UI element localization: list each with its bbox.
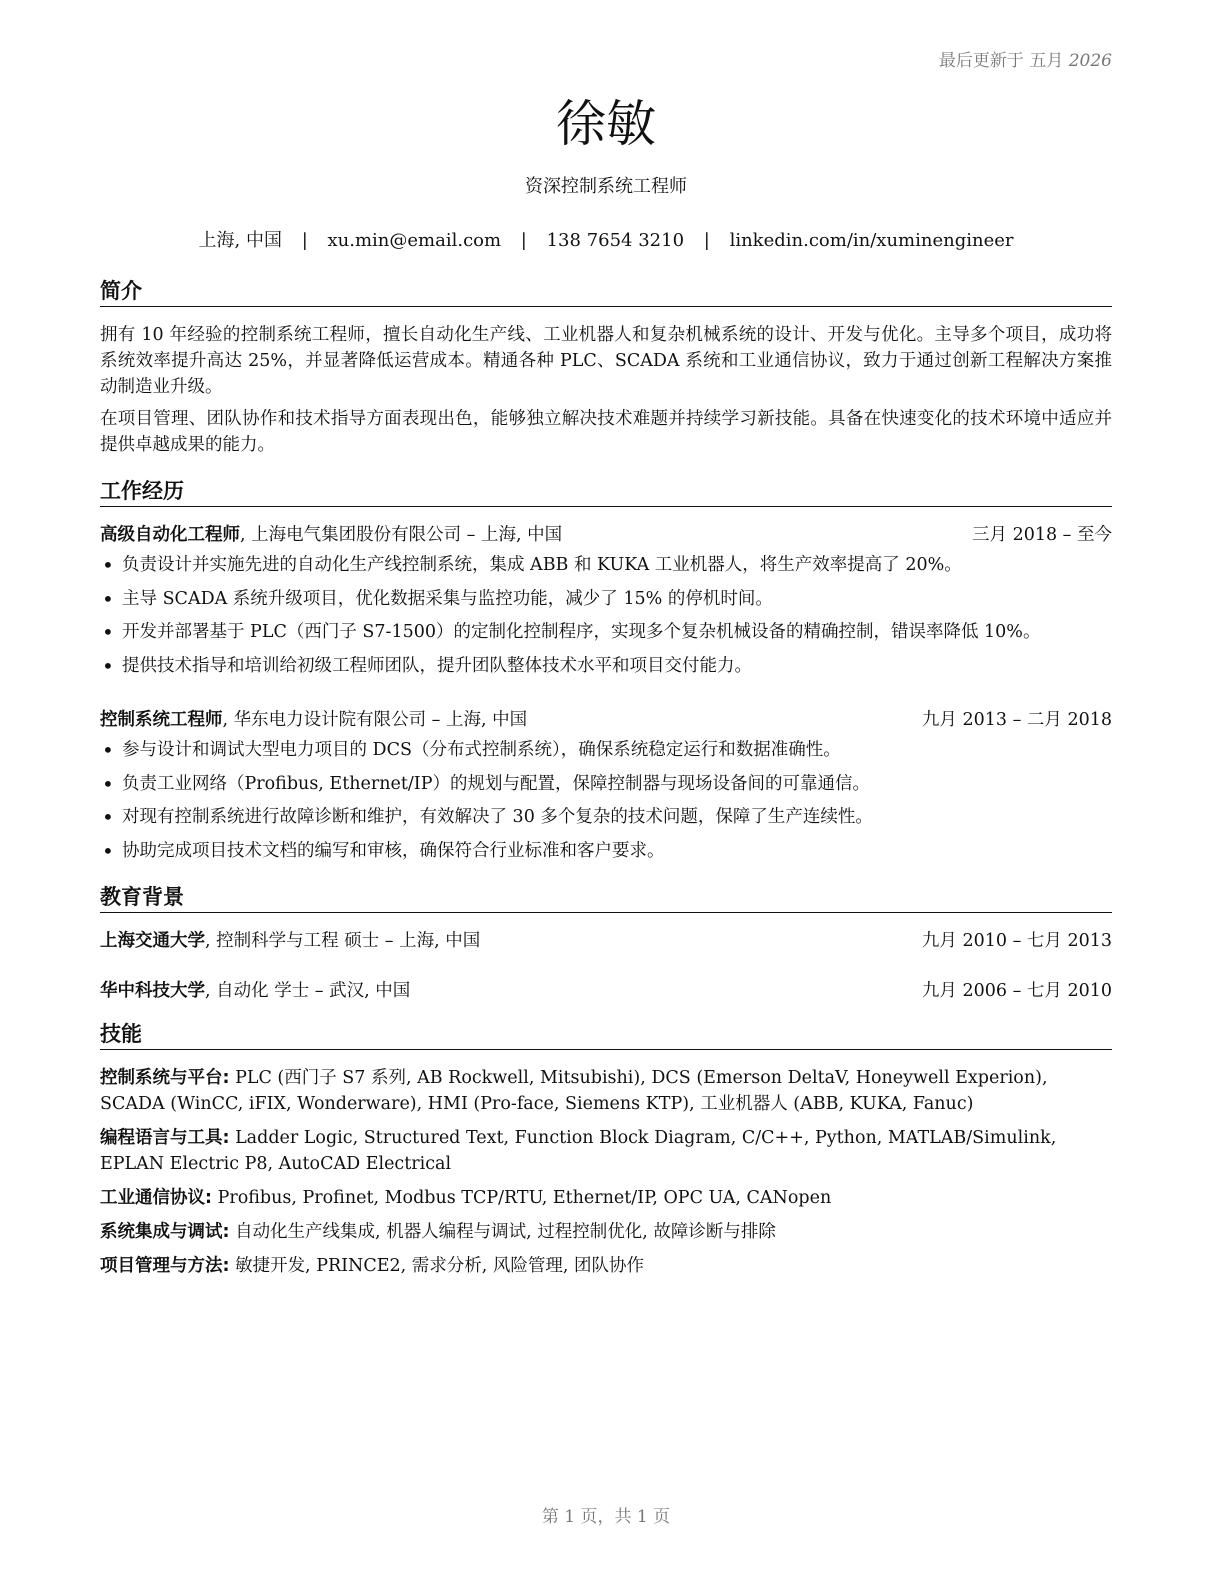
last-updated-year: 2026 <box>1068 51 1112 71</box>
job-bullet: • 协助完成项目技术文档的编写和审核，确保符合行业标准和客户要求。 <box>100 838 1112 864</box>
job-bullets <box>100 552 1112 679</box>
job-entry <box>100 522 1112 679</box>
skill-value: Ladder Logic, Structured Text, Function Block Diagram, C/C++, Python, MATLAB/Simulink, EPLAN Electric P8, AutoCAD Electrical <box>100 1128 1057 1174</box>
education-dates: 九月 2006 – 七月 2010 <box>921 981 1112 1001</box>
job-bullet: • 提供技术指导和培训给初级工程师团队，提升团队整体技术水平和项目交付能力。 <box>100 653 1112 679</box>
job-title-line <box>100 707 527 733</box>
summary-paragraph: 在项目管理、团队协作和技术指导方面表现出色，能够独立解决技术难题并持续学习新技能。具备在快速变化的技术环境中适应并提供卓越成果的能力。 <box>100 409 1112 455</box>
job-role: 控制系统工程师 <box>100 710 223 730</box>
contact-separator: | <box>520 230 527 251</box>
education-section-2 <box>100 978 1112 1004</box>
contact-email[interactable]: xu.min@email.com <box>327 230 502 251</box>
education-school: 华中科技大学 <box>100 981 205 1001</box>
skill-row <box>100 1219 1112 1245</box>
job-title-line <box>100 522 562 548</box>
experience-section-2 <box>100 707 1112 871</box>
job-dates: 三月 2018 – 至今 <box>972 525 1112 545</box>
resume-page <box>100 0 1112 1584</box>
candidate-name: 徐敏 <box>556 95 656 153</box>
skill-value: Profibus, Profinet, Modbus TCP/RTU, Ethernet/IP, OPC UA, CANopen <box>212 1188 832 1208</box>
section-title-education: 教育背景 <box>100 884 1112 913</box>
job-entry <box>100 707 1112 864</box>
contact-separator: | <box>703 230 710 251</box>
education-entry <box>100 928 1112 954</box>
education-detail: , 自动化 学士 – 武汉, 中国 <box>205 981 411 1001</box>
skill-label: 系统集成与调试: <box>100 1222 230 1242</box>
experience-section <box>100 522 1112 686</box>
job-dates: 九月 2013 – 二月 2018 <box>921 710 1112 730</box>
job-role: 高级自动化工程师 <box>100 525 240 545</box>
job-bullet: • 负责工业网络（Profibus, Ethernet/IP）的规划与配置，保障控制器与现场设备间的可靠通信。 <box>100 771 1112 797</box>
job-org: , 上海电气集团股份有限公司 – 上海, 中国 <box>240 525 563 545</box>
education-dates: 九月 2010 – 七月 2013 <box>921 931 1112 951</box>
job-org: , 华东电力设计院有限公司 – 上海, 中国 <box>222 710 528 730</box>
candidate-headline: 资深控制系统工程师 <box>525 176 687 197</box>
contact-phone[interactable]: 138 7654 3210 <box>546 230 685 251</box>
job-bullet: • 主导 SCADA 系统升级项目，优化数据采集与监控功能，减少了 15% 的停机时间。 <box>100 586 1112 612</box>
job-bullet: • 参与设计和调试大型电力项目的 DCS（分布式控制系统），确保系统稳定运行和数据准确性。 <box>100 737 1112 763</box>
skill-value: PLC (西门子 S7 系列, AB Rockwell, Mitsubishi), DCS (Emerson DeltaV, Honeywell Experion), SCADA (WinCC, iFIX, Wonderware), HMI (Pro-face, Siemens KTP), 工业机器人 (ABB, KUKA, Fanuc) <box>100 1068 1048 1114</box>
skill-value: 敏捷开发, PRINCE2, 需求分析, 风险管理, 团队协作 <box>229 1256 645 1276</box>
job-header <box>100 707 1112 733</box>
skill-row <box>100 1065 1112 1117</box>
last-updated <box>939 46 1112 71</box>
education-section <box>100 928 1112 954</box>
skill-label: 项目管理与方法: <box>100 1256 230 1276</box>
contact-linkedin[interactable]: linkedin.com/in/xuminengineer <box>729 230 1014 251</box>
skill-label: 控制系统与平台: <box>100 1068 230 1088</box>
section-title-skills: 技能 <box>100 1021 1112 1050</box>
job-bullets <box>100 737 1112 864</box>
skill-row <box>100 1253 1112 1279</box>
job-bullet: • 负责设计并实施先进的自动化生产线控制系统，集成 ABB 和 KUKA 工业机器人，将生产效率提高了 20%。 <box>100 552 1112 578</box>
last-updated-label: 最后更新于 五月 <box>938 51 1064 71</box>
job-bullet: • 对现有控制系统进行故障诊断和维护，有效解决了 30 多个复杂的技术问题，保障了生产连续性。 <box>100 804 1112 830</box>
job-bullet: • 开发并部署基于 PLC（西门子 S7-1500）的定制化控制程序，实现多个复杂机械设备的精确控制，错误率降低 10%。 <box>100 619 1112 645</box>
job-header <box>100 522 1112 548</box>
education-title-line <box>100 928 480 954</box>
summary-section <box>100 322 1112 464</box>
education-school: 上海交通大学 <box>100 931 205 951</box>
summary-paragraph: 拥有 10 年经验的控制系统工程师，擅长自动化生产线、工业机器人和复杂机械系统的设计、开发与优化。主导多个项目，成功将系统效率提升高达 25%，并显著降低运营成本。精通各种 PLC、SCADA 系统和工业通信协议，致力于通过创新工程解决方案推动制造业升级。 <box>100 325 1112 397</box>
education-detail: , 控制科学与工程 硕士 – 上海, 中国 <box>205 931 481 951</box>
page-footer: 第 1 页，共 1 页 <box>541 1507 671 1527</box>
skill-value: 自动化生产线集成, 机器人编程与调试, 过程控制优化, 故障诊断与排除 <box>229 1222 776 1242</box>
section-title-experience: 工作经历 <box>100 478 1112 507</box>
education-title-line <box>100 978 410 1004</box>
skills-section <box>100 1065 1112 1287</box>
skill-row <box>100 1125 1112 1177</box>
contact-location: 上海, 中国 <box>198 230 282 251</box>
skill-label: 工业通信协议: <box>100 1188 212 1208</box>
skill-row <box>100 1185 1112 1211</box>
education-entry <box>100 978 1112 1004</box>
skill-label: 编程语言与工具: <box>100 1128 230 1148</box>
contact-line <box>100 226 1112 252</box>
section-title-summary: 简介 <box>100 278 1112 307</box>
contact-separator: | <box>301 230 308 251</box>
